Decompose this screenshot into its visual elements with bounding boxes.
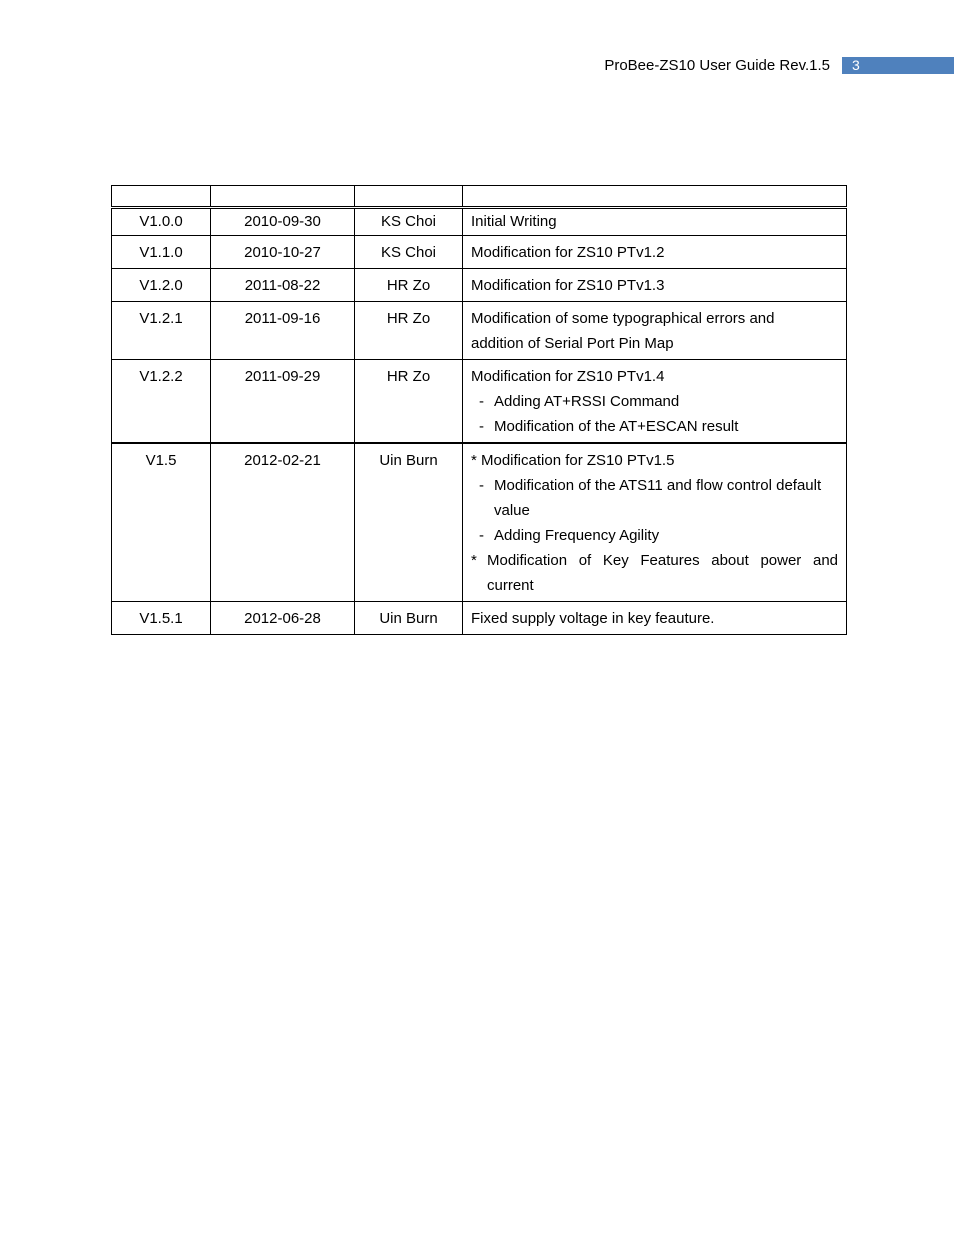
description-cell: Initial Writing [463, 208, 847, 236]
description-bullet [471, 414, 838, 439]
date-cell: 2012-02-21 [211, 443, 355, 602]
version-cell: V1.2.2 [112, 360, 211, 444]
table-row [112, 602, 847, 635]
bullet-text: Adding AT+RSSI Command [494, 393, 680, 410]
asterisk-marker: * [471, 552, 477, 569]
description-line: Modification of some typographical errors and [471, 310, 775, 327]
description-line: * Modification for ZS10 PTv1.5 [471, 452, 675, 469]
table-row [112, 443, 847, 602]
description-bullet [471, 523, 838, 548]
version-cell: V1.5.1 [112, 602, 211, 635]
page-number: 3 [842, 57, 954, 74]
version-cell: V1.2.1 [112, 302, 211, 360]
author-cell: HR Zo [355, 302, 463, 360]
date-cell: 2012-06-28 [211, 602, 355, 635]
description-cell: Modification for ZS10 PTv1.3 [463, 269, 847, 302]
version-cell: V1.2.0 [112, 269, 211, 302]
description-line: addition of Serial Port Pin Map [471, 335, 674, 352]
date-cell: 2010-09-30 [211, 208, 355, 236]
version-cell: V1.0.0 [112, 208, 211, 236]
version-cell: V1.5 [112, 443, 211, 602]
description-bullet [471, 389, 838, 414]
page-header [0, 56, 954, 75]
date-cell: 2011-08-22 [211, 269, 355, 302]
author-cell: HR Zo [355, 360, 463, 444]
description-cell [463, 302, 847, 360]
table-row [112, 269, 847, 302]
description-cell: Modification for ZS10 PTv1.2 [463, 236, 847, 269]
header-cell-version [112, 186, 211, 208]
table-row [112, 208, 847, 236]
author-cell: Uin Burn [355, 602, 463, 635]
version-cell: V1.1.0 [112, 236, 211, 269]
revision-history-table [111, 185, 847, 635]
author-cell: HR Zo [355, 269, 463, 302]
dash-marker: - [479, 418, 484, 435]
date-cell: 2010-10-27 [211, 236, 355, 269]
date-cell: 2011-09-29 [211, 360, 355, 444]
header-cell-description [463, 186, 847, 208]
description-cell [463, 360, 847, 444]
table-row [112, 302, 847, 360]
bullet-text: Modification of the AT+ESCAN result [494, 418, 739, 435]
table-row [112, 236, 847, 269]
header-cell-date [211, 186, 355, 208]
table-row [112, 360, 847, 444]
description-star-item [471, 548, 838, 598]
star-item-text: Modification of Key Features about power and current [487, 552, 838, 594]
description-bullet [471, 473, 838, 523]
bullet-text: Adding Frequency Agility [494, 527, 660, 544]
dash-marker: - [479, 393, 484, 410]
document-title: ProBee-ZS10 User Guide Rev.1.5 [604, 57, 830, 74]
description-line: Modification for ZS10 PTv1.4 [471, 368, 665, 385]
author-cell: KS Choi [355, 236, 463, 269]
dash-marker: - [479, 527, 484, 544]
date-cell: 2011-09-16 [211, 302, 355, 360]
dash-marker: - [479, 477, 484, 494]
author-cell: KS Choi [355, 208, 463, 236]
bullet-text: Modification of the ATS11 and flow control default value [494, 477, 822, 519]
description-cell [463, 443, 847, 602]
header-cell-author [355, 186, 463, 208]
description-cell: Fixed supply voltage in key feauture. [463, 602, 847, 635]
author-cell: Uin Burn [355, 443, 463, 602]
table-header-row [112, 186, 847, 208]
